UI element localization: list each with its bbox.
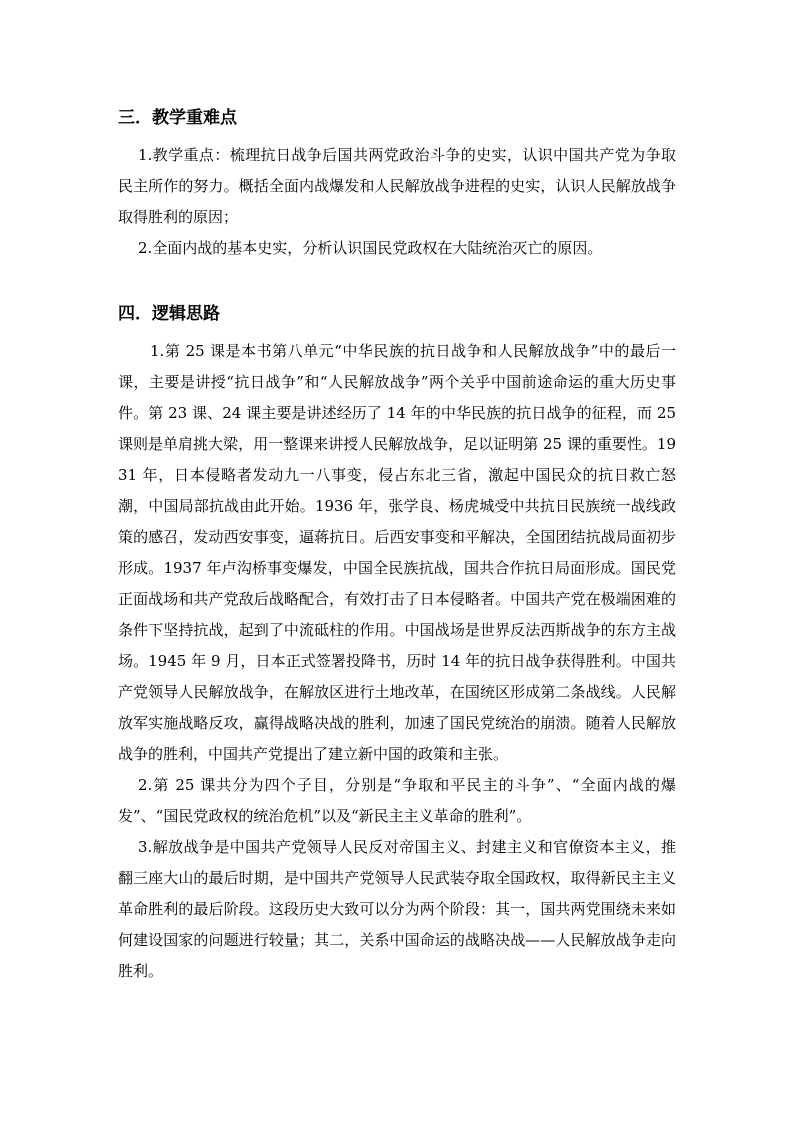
- paragraph-logic-1: 1.第 25 课是本书第八单元“中华民族的抗日战争和人民解放战争”中的最后一课，主要是讲授“抗日战争”和“人民解放战争”两个关乎中国前途命运的重大历史事件。第 23 课、24 课主要是讲述经历了 14 年的中华民族的抗日战争的征程，而 25 课则是单肩挑大梁，用一整课来讲授人民解放战争，足以证明第 25 课的重要性。1931 年，日本侵略者发动九一八事变，侵占东北三省，激起中国民众的抗日救亡怒潮，中国局部抗战由此开始。1936 年，张学良、杨虎城受中共抗日民族统一战线政策的感召，发动西安事变，逼蒋抗日。后西安事变和平解决，全国团结抗战局面初步形成。1937 年卢沟桥事变爆发，中国全民族抗战，国共合作抗日局面形成。国民党正面战场和共产党敌后战略配合，有效打击了日本侵略者。中国共产党在极端困难的条件下坚持抗战，起到了中流砥柱的作用。中国战场是世界反法西斯战争的东方主战场。1945 年 9 月，日本正式签署投降书，历时 14 年的抗日战争获得胜利。中国共产党领导人民解放战争，在解放区进行土地改革，在国统区形成第二条战线。人民解放军实施战略反攻，赢得战略决战的胜利，加速了国民党统治的崩溃。随着人民解放战争的胜利，中国共产党提出了建立新中国的政策和主张。: [118, 342, 676, 763]
- section-heading-teaching-key-points: 三．教学重难点: [118, 108, 237, 128]
- section-heading-logic-outline: 四．逻辑思路: [118, 304, 220, 324]
- paragraph-logic-3: 3.解放战争是中国共产党领导人民反对帝国主义、封建主义和官僚资本主义，推翻三座大山的最后时期，是中国共产党领导人民武装夺取全国政权，取得新民主主义革命胜利的最后阶段。这段历史大致可以分为两个阶段：其一，国共两党围绕未来如何建设国家的问题进行较量；其二，关系中国命运的战略决战——人民解放战争走向胜利。: [118, 838, 676, 980]
- paragraph-key-point-1: 1.教学重点：梳理抗日战争后国共两党政治斗争的史实，认识中国共产党为争取民主所作的努力。概括全面内战爆发和人民解放战争进程的史实，认识人民解放战争取得胜利的原因；: [118, 146, 676, 226]
- document-page: [118, 96, 676, 987]
- paragraph-key-point-2: 2.全面内战的基本史实，分析认识国民党政权在大陆统治灭亡的原因。: [138, 239, 603, 257]
- paragraph-logic-2: 2.第 25 课共分为四个子目，分别是“争取和平民主的斗争”、“全面内战的爆发”、“国民党政权的统治危机”以及“新民主主义革命的胜利”。: [118, 776, 676, 825]
